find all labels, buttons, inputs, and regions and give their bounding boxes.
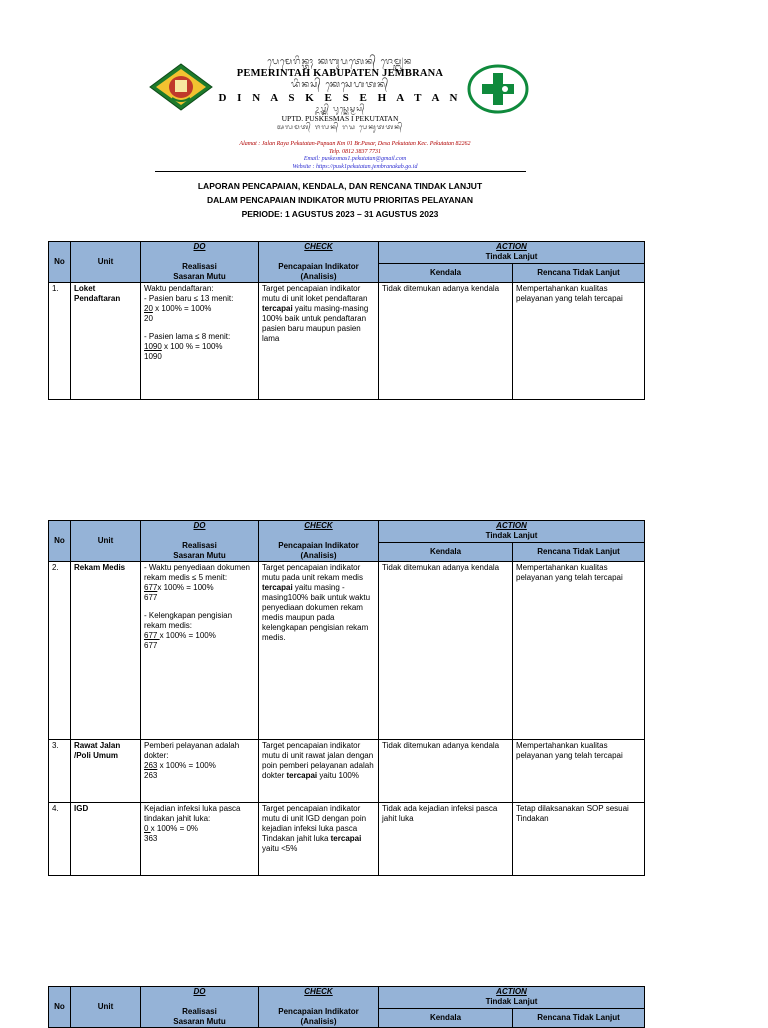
report-table-2	[48, 520, 645, 876]
letterhead	[0, 0, 768, 180]
row-analisis: Target pencapaian indikator mutu di unit IGD dengan poin kejadian infeksi luka pasca Tindakan jahit luka tercapai yaitu <5%	[259, 803, 379, 876]
row-realisasi: Pemberi pelayanan adalah dokter: 263 x 100% = 100% 263	[141, 740, 259, 803]
row-realisasi: Kejadian infeksi luka pasca tindakan jahit luka: 0 x 100% = 0% 363	[141, 803, 259, 876]
agency-name: D I N A S K E S E H A T A N	[218, 92, 462, 104]
row-no: 4.	[49, 803, 71, 876]
government-name: PEMERINTAH KABUPATEN JEMBRANA	[236, 68, 444, 79]
row-kendala: Tidak ditemukan adanya kendala	[379, 740, 513, 803]
row-kendala: Tidak ditemukan adanya kendala	[379, 562, 513, 740]
health-cross-logo	[467, 64, 529, 114]
row-kendala: Tidak ada kejadian infeksi pasca jahit luka	[379, 803, 513, 876]
row-unit: IGD	[71, 803, 141, 876]
header-rencana: Rencana Tidak Lanjut	[513, 263, 645, 282]
header-check: CHECK Pencapaian Indikator (Analisis)	[259, 242, 379, 283]
row-rencana: Mempertahankan kualitas pelayanan yang telah tercapai	[513, 562, 645, 740]
table-row	[49, 562, 645, 740]
header-check: CHECK Pencapaian Indikator (Analisis)	[259, 521, 379, 562]
letterhead-divider	[155, 171, 526, 172]
row-rencana: Mempertahankan kualitas pelayanan yang telah tercapai	[513, 740, 645, 803]
row-unit: Rawat Jalan /Poli Umum	[71, 740, 141, 803]
header-do: DO Realisasi Sasaran Mutu	[141, 987, 259, 1028]
header-unit: Unit	[71, 521, 141, 562]
puskesmas-name: UPTD. PUSKESMAS I PEKUTATAN	[281, 114, 399, 123]
header-unit: Unit	[71, 242, 141, 283]
balinese-script-line-4: ᬅᬮᬫᬢ᭄ ᬚᬮᬦ᭄ ᬭᬬ ᬧᬾᬓᬸᬢᬢᬦ᭄	[276, 123, 404, 131]
table-row	[49, 283, 645, 400]
phone-text: Telp. 0812 3837 7731	[328, 148, 382, 155]
row-rencana: Tetap dilaksanakan SOP sesuai Tindakan	[513, 803, 645, 876]
header-rencana: Rencana Tidak Lanjut	[513, 1008, 645, 1027]
website-text: Website : https://pusk1pekutatan.jembranakab.go.id	[292, 163, 418, 170]
table-row	[49, 740, 645, 803]
report-title-line-1: LAPORAN PENCAPAIAN, KENDALA, DAN RENCANA TINDAK LANJUT	[197, 181, 483, 191]
header-action: ACTION Tindak Lanjut	[379, 242, 645, 264]
row-realisasi: Waktu pendaftaran: - Pasien baru ≤ 13 menit: 20 x 100% = 100% 20 - Pasien lama ≤ 8 menit: 1090 x 100 % = 100% 1090	[141, 283, 259, 400]
balinese-script-line-1: ᬧᬾᬫᬾᬭᬶᬦ᭄ᬢᬄ ᬓᬩᬸᬧᬢᬾᬦ᭄ ᬚᬾᬫ᭄ᬩ᭄ᬭᬦ	[267, 57, 413, 67]
email-text: Email: puskesmas1.pekutatan@gmail.com	[303, 156, 407, 162]
header-action: ACTION Tindak Lanjut	[379, 521, 645, 543]
row-no: 3.	[49, 740, 71, 803]
row-unit: Loket Pendaftaran	[71, 283, 141, 400]
header-check: CHECK Pencapaian Indikator (Analisis)	[259, 987, 379, 1028]
header-kendala: Kendala	[379, 542, 513, 561]
header-no: No	[49, 521, 71, 562]
row-no: 2.	[49, 562, 71, 740]
row-no: 1.	[49, 283, 71, 400]
header-do: DO Realisasi Sasaran Mutu	[141, 242, 259, 283]
report-table-3	[48, 986, 645, 1028]
header-kendala: Kendala	[379, 1008, 513, 1027]
row-realisasi: - Waktu penyediaan dokumen rekam medis ≤ 5 menit: 677x 100% = 100% 677 - Kelengkapan pengisian rekam medis: 677 x 100% = 100% 677	[141, 562, 259, 740]
header-no: No	[49, 242, 71, 283]
header-kendala: Kendala	[379, 263, 513, 282]
row-kendala: Tidak ditemukan adanya kendala	[379, 283, 513, 400]
header-no: No	[49, 987, 71, 1028]
header-do: DO Realisasi Sasaran Mutu	[141, 521, 259, 562]
row-rencana: Mempertahankan kualitas pelayanan yang telah tercapai	[513, 283, 645, 400]
row-analisis: Target pencapaian indikator mutu pada unit rekam medis tercapai yaitu masing - masing100% baik untuk waktu penyediaan dokumen rekam medis maupun pada kelengkapan pengisian rekam medis.	[259, 562, 379, 740]
row-analisis: Target pencapaian indikator mutu di unit rawat jalan dengan poin pemberi pelayanan adalah dokter tercapai yaitu 100%	[259, 740, 379, 803]
address-text: Alamat : Jalan Raya Pekutatan-Pupuan Km 01 Br.Pasar, Desa Pekutatan Kec. Pekutatan 82262	[239, 141, 471, 147]
report-title	[0, 179, 680, 221]
table-row	[49, 803, 645, 876]
header-action: ACTION Tindak Lanjut	[379, 987, 645, 1009]
header-rencana: Rencana Tidak Lanjut	[513, 542, 645, 561]
header-unit: Unit	[71, 987, 141, 1028]
report-table-1	[48, 241, 645, 400]
report-title-line-2: DALAM PENCAPAIAN INDIKATOR MUTU PRIORITAS PELAYANAN	[206, 195, 474, 205]
report-title-line-3: PERIODE: 1 AGUSTUS 2023 – 31 AGUSTUS 2023	[241, 209, 439, 219]
jembrana-regency-logo	[146, 62, 216, 112]
balinese-script-line-3: ᬉᬧ᭄ᬢ᭄ᬤ᭄ ᬧᬸᬲ᭄ᬓᬾᬲ᭄ᬫᬲ᭄	[314, 105, 366, 113]
row-analisis: Target pencapaian indikator mutu di unit loket pendaftaran tercapai yaitu masing-masing 100% baik untuk pendaftaran pasien baru maupun pasien lama	[259, 283, 379, 400]
row-unit: Rekam Medis	[71, 562, 141, 740]
address-block	[150, 141, 560, 171]
balinese-script-line-2: ᬤᬶᬦᬲ᭄ ᬓᬾᬲᬾᬳᬢᬦ᭄	[290, 80, 390, 90]
